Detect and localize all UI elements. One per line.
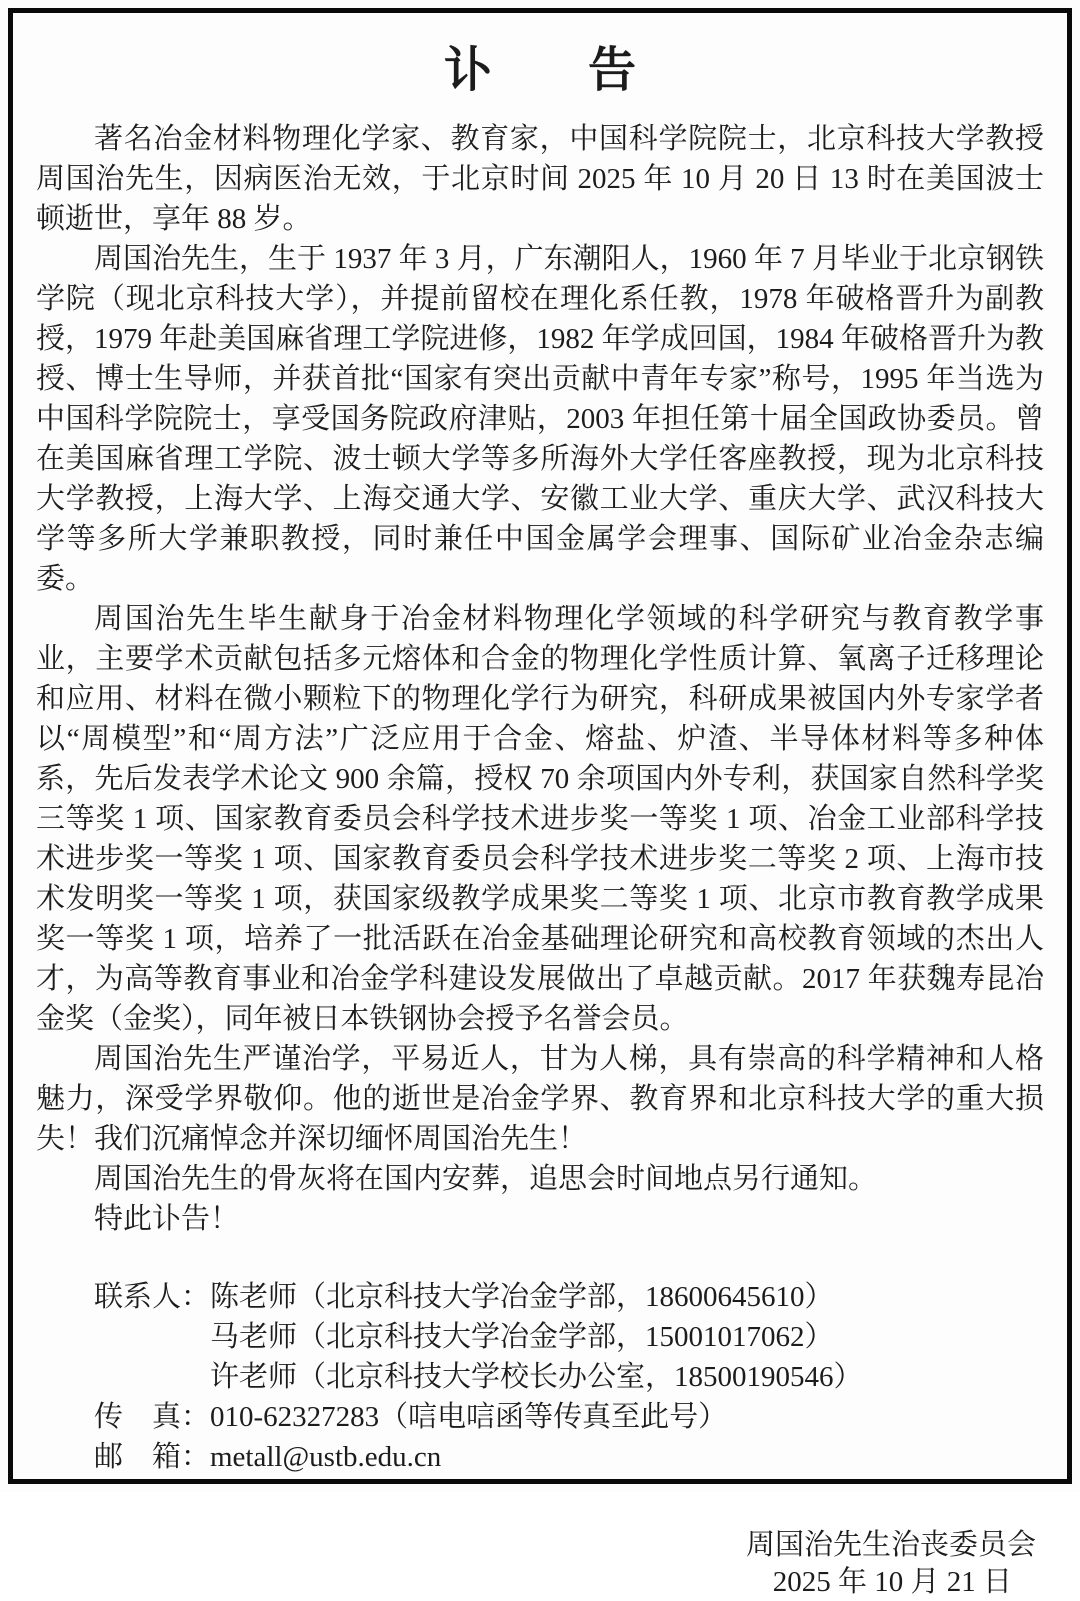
paragraph-death-announcement: 著名冶金材料物理化学家、教育家，中国科学院院士，北京科技大学教授周国治先生，因病医治无效，于北京时间 2025 年 10 月 20 日 13 时在美国波士顿逝世，享年 88 岁。: [36, 123, 1044, 235]
document-border-frame: [8, 8, 1072, 1598]
contact-row-email: [94, 1437, 1044, 1477]
paragraph-burial-notice: 周国治先生的骨灰将在国内安葬，追思会时间地点另行通知。: [94, 1163, 878, 1195]
paragraph-tribute: 周国治先生严谨治学，平易近人，甘为人梯，具有崇高的科学精神和人格魅力，深受学界敬仰。他的逝世是冶金学界、教育界和北京科技大学的重大损失！我们沉痛悼念并深切缅怀周国治先生！: [36, 1043, 1044, 1155]
contact-value: 陈老师（北京科技大学冶金学部，18600645610）: [210, 1281, 834, 1313]
contact-label: 邮 箱：: [94, 1441, 211, 1473]
contact-value: 许老师（北京科技大学校长办公室，18500190546）: [210, 1361, 863, 1393]
signature-committee: 周国治先生治丧委员会: [745, 1529, 1036, 1561]
document-title-text: 讣告: [443, 44, 732, 97]
contact-row: [94, 1357, 1044, 1397]
contact-row: [94, 1277, 1044, 1317]
contact-label: 联系人：: [94, 1281, 211, 1313]
paragraph-closing: 特此讣告！: [94, 1203, 240, 1235]
document-title: [36, 41, 1044, 101]
contact-section: [36, 1277, 1044, 1477]
signature-date: 2025 年 10 月 21 日: [772, 1566, 1012, 1598]
paragraph-academic-contributions: 周国治先生毕生献身于冶金材料物理化学领域的科学研究与教育教学事业，主要学术贡献包括多元熔体和合金的物理化学性质计算、氧离子迁移理论和应用、材料在微小颗粒下的物理化学行为研究，科研成果被国内外专家学者以“周模型”和“周方法”广泛应用于合金、熔盐、炉渣、半导体材料等多种体系，先后发表学术论文 900 余篇，授权 70 余项国内外专利，获国家自然科学奖三等奖 1 项、国家教育委员会科学技术进步奖一等奖 1 项、冶金工业部科学技术进步奖一等奖 1 项、国家教育委员会科学技术进步奖二等奖 2 项、上海市技术发明奖一等奖 1 项，获国家级教学成果奖二等奖 1 项、北京市教育教学成果奖一等奖 1 项，培养了一批活跃在冶金基础理论研究和高校教育领域的杰出人才，为高等教育事业和冶金学科建设发展做出了卓越贡献。2017 年获魏寿昆冶金奖（金奖），同年被日本铁钢协会授予名誉会员。: [36, 603, 1044, 1035]
contact-label: 传 真：: [94, 1401, 211, 1433]
paragraph-biography: 周国治先生，生于 1937 年 3 月，广东潮阳人，1960 年 7 月毕业于北京钢铁学院（现北京科技大学），并提前留校在理化系任教，1978 年破格晋升为副教授，1979 年赴美国麻省理工学院进修，1982 年学成回国，1984 年破格晋升为教授、博士生导师，并获首批“国家有突出贡献中青年专家”称号，1995 年当选为中国科学院院士，享受国务院政府津贴，2003 年担任第十届全国政协委员。曾在美国麻省理工学院、波士顿大学等多所海外大学任客座教授，现为北京科技大学教授，上海大学、上海交通大学、安徽工业大学、重庆大学、武汉科技大学等多所大学兼职教授，同时兼任中国金属学会理事、国际矿业冶金杂志编委。: [36, 243, 1044, 595]
signature-block: [36, 1527, 1044, 1601]
contact-value: 马老师（北京科技大学冶金学部，15001017062）: [210, 1321, 834, 1353]
contact-email-value: metall@ustb.edu.cn: [210, 1441, 442, 1473]
contact-row: [94, 1317, 1044, 1357]
contact-row-fax: [94, 1397, 1044, 1437]
contact-value: 010-62327283（唁电唁函等传真至此号）: [210, 1401, 728, 1433]
